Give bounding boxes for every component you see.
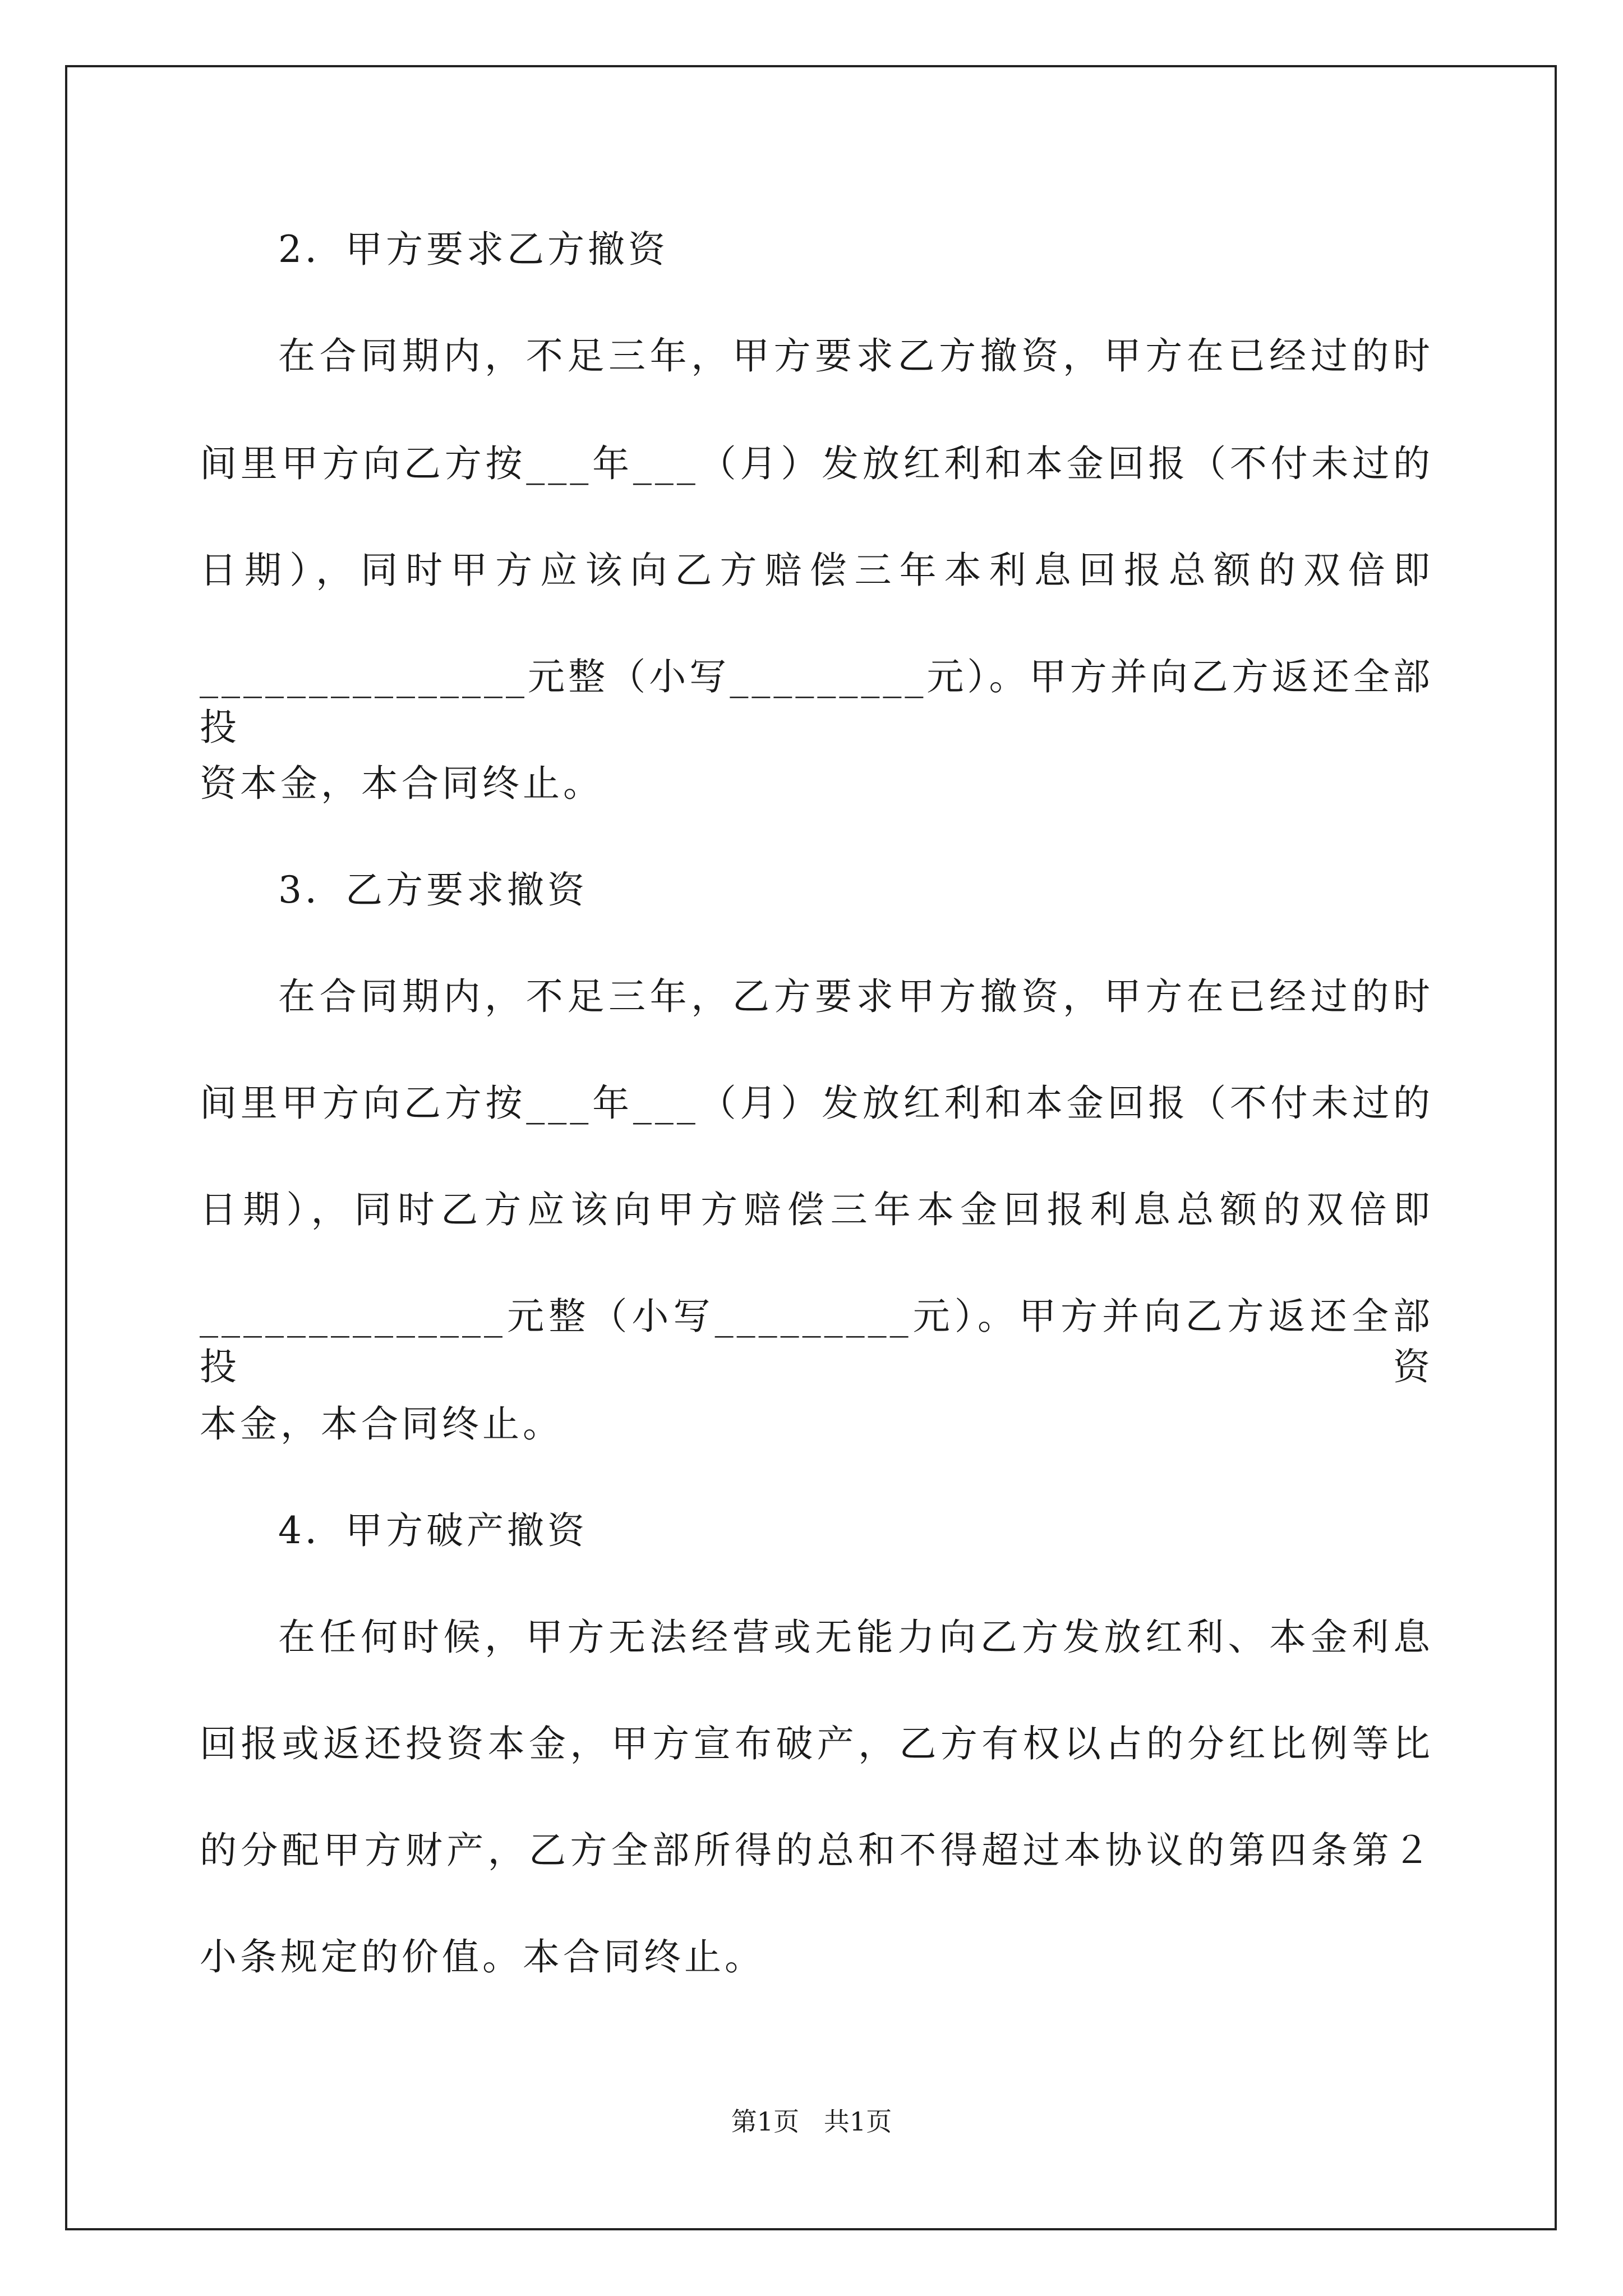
paragraph-line: 间里甲方向乙方按___年___（月）发放红利和本金回报（不付未过的 <box>200 1082 1433 1125</box>
paragraph-line: ______________元整（小写_________元）。甲方并向乙方返还全部投资 <box>200 1295 1433 1388</box>
paragraph-line: 日期），同时甲方应该向乙方赔偿三年本利息回报总额的双倍即 <box>200 549 1433 592</box>
heading-section-4: 4．甲方破产撤资 <box>278 1509 588 1552</box>
paragraph-line: 小条规定的价值。本合同终止。 <box>200 1935 765 1978</box>
paragraph-line: 在合同期内，不足三年，乙方要求甲方撤资，甲方在已经过的时 <box>278 975 1433 1018</box>
heading-section-2: 2．甲方要求乙方撤资 <box>278 228 668 271</box>
paragraph-line: 本金，本合同终止。 <box>200 1402 563 1446</box>
page-border <box>65 65 1557 2230</box>
heading-section-3: 3．乙方要求撤资 <box>278 868 588 912</box>
paragraph-line: 资本金，本合同终止。 <box>200 762 603 805</box>
paragraph-line: 间里甲方向乙方按___年___（月）发放红利和本金回报（不付未过的 <box>200 442 1433 485</box>
paragraph-line: 日期），同时乙方应该向甲方赔偿三年本金回报利息总额的双倍即 <box>200 1188 1433 1231</box>
paragraph-line: 的分配甲方财产，乙方全部所得的总和不得超过本协议的第四条第２ <box>200 1829 1433 1872</box>
paragraph-line: 在合同期内，不足三年，甲方要求乙方撤资，甲方在已经过的时 <box>278 334 1433 378</box>
paragraph-line: 在任何时候，甲方无法经营或无能力向乙方发放红利、本金利息 <box>278 1616 1433 1659</box>
paragraph-line: _______________元整（小写_________元）。甲方并向乙方返还全部投 <box>200 655 1433 749</box>
paragraph-line: 回报或返还投资本金，甲方宣布破产，乙方有权以占的分红比例等比 <box>200 1722 1433 1765</box>
page-number-footer: 第1页 共1页 <box>731 2106 892 2137</box>
